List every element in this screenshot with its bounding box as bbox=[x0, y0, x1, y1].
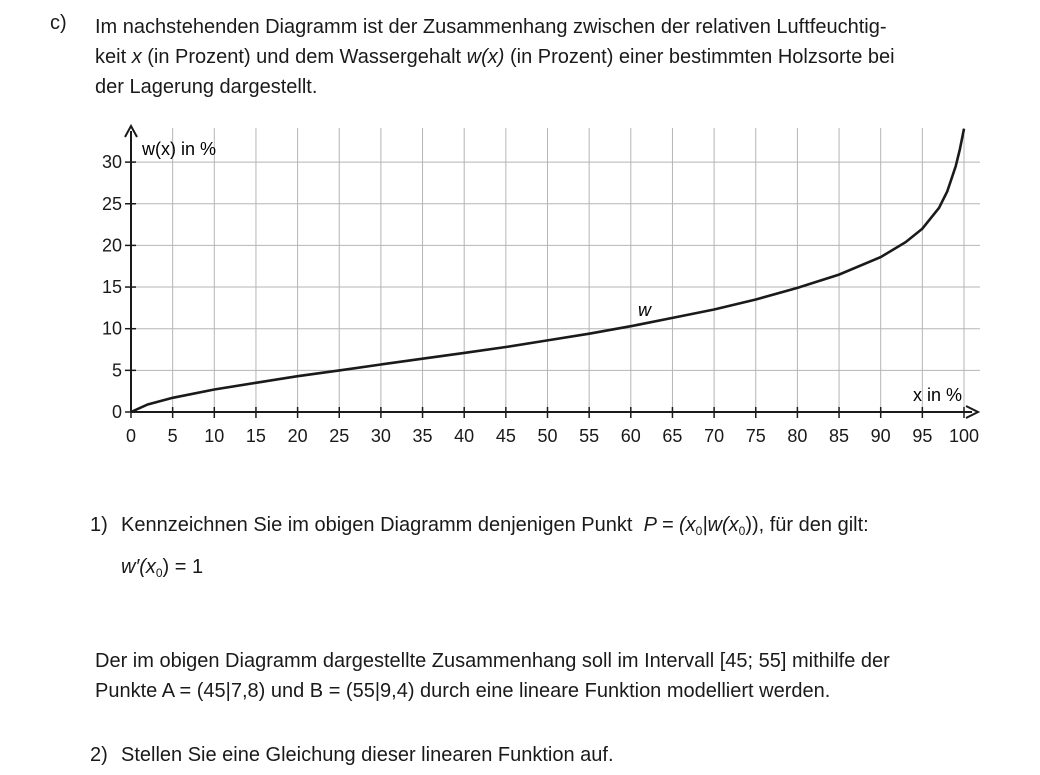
paragraph-line-1: Der im obigen Diagramm dargestellte Zusammenhang soll im Intervall [45; 55] mithilfe der bbox=[95, 650, 890, 672]
intro-var-wx: w(x) bbox=[466, 46, 505, 68]
x-tick-label: 60 bbox=[620, 426, 641, 446]
y-tick-label: 15 bbox=[101, 277, 122, 298]
y-tick-label: 10 bbox=[101, 318, 122, 339]
chart-axes bbox=[125, 126, 978, 418]
y-axis-label: w(x) in % bbox=[142, 139, 217, 159]
x-axis-label: x in % bbox=[913, 385, 963, 405]
intro-line-2b: (in Prozent) und dem Wassergehalt bbox=[141, 46, 467, 68]
task-1-formula-b: |w(x bbox=[702, 514, 739, 536]
x-tick-label: 75 bbox=[745, 426, 766, 446]
section-label: c) bbox=[50, 12, 67, 34]
task-1-formula-c: )), für den gilt: bbox=[745, 514, 869, 536]
x-tick-label: 80 bbox=[787, 426, 808, 446]
x-tick-label: 20 bbox=[287, 426, 308, 446]
y-tick-label: 5 bbox=[111, 360, 122, 381]
intro-var-x: x bbox=[131, 46, 142, 68]
task-1-sub-a: 0 bbox=[695, 524, 703, 538]
task-1-formula-a: P = (x bbox=[643, 514, 696, 536]
x-tick-label: 50 bbox=[537, 426, 558, 446]
task-1-sub-b: 0 bbox=[738, 524, 746, 538]
x-tick-label: 70 bbox=[704, 426, 725, 446]
x-tick-label: 25 bbox=[329, 426, 350, 446]
y-tick-label: 0 bbox=[111, 402, 122, 422]
y-tick-label: 30 bbox=[101, 152, 122, 173]
x-tick-label: 15 bbox=[245, 426, 266, 446]
paragraph-line-2: Punkte A = (45|7,8) und B = (55|9,4) durch eine lineare Funktion modelliert werden. bbox=[95, 680, 831, 702]
x-tick-label: 10 bbox=[204, 426, 225, 446]
x-tick-label: 45 bbox=[495, 426, 516, 446]
model-paragraph bbox=[95, 646, 995, 706]
x-tick-label: 0 bbox=[125, 426, 137, 446]
y-tick-label: 20 bbox=[101, 235, 122, 256]
x-tick-label: 40 bbox=[454, 426, 475, 446]
intro-line-2a: keit bbox=[95, 46, 132, 68]
task-2 bbox=[90, 740, 614, 770]
y-tick-label: 25 bbox=[101, 193, 122, 214]
intro-line-3: der Lagerung dargestellt. bbox=[95, 76, 318, 98]
x-tick-label: 5 bbox=[167, 426, 178, 446]
task-1-eq-sub: 0 bbox=[155, 566, 163, 580]
intro-line-2c: (in Prozent) einer bestimmten Holzsorte bei bbox=[504, 46, 895, 68]
task-1 bbox=[90, 510, 869, 546]
task-1-eq-a: w′(x bbox=[121, 556, 156, 578]
x-tick-label: 55 bbox=[579, 426, 600, 446]
task-1-number: 1) bbox=[90, 514, 108, 536]
x-tick-label: 90 bbox=[870, 426, 891, 446]
x-tick-label: 35 bbox=[412, 426, 433, 446]
x-tick-label: 95 bbox=[912, 426, 933, 446]
curve-label: w bbox=[638, 300, 651, 320]
x-tick-label: 65 bbox=[662, 426, 683, 446]
task-1-eq-b: ) = 1 bbox=[162, 556, 204, 578]
chart-ticks bbox=[102, 152, 979, 446]
task-1-text: Kennzeichnen Sie im obigen Diagramm denjenigen Punkt bbox=[121, 514, 633, 536]
task-2-text: Stellen Sie eine Gleichung dieser linearen Funktion auf. bbox=[121, 744, 614, 766]
task-2-number: 2) bbox=[90, 744, 108, 766]
x-tick-label: 30 bbox=[370, 426, 391, 446]
x-tick-label: 100 bbox=[948, 426, 980, 446]
intro-line-1: Im nachstehenden Diagramm ist der Zusammenhang zwischen der relativen Luftfeuchtig- bbox=[95, 16, 887, 38]
x-tick-label: 85 bbox=[829, 426, 850, 446]
task-1-equation bbox=[121, 552, 203, 588]
